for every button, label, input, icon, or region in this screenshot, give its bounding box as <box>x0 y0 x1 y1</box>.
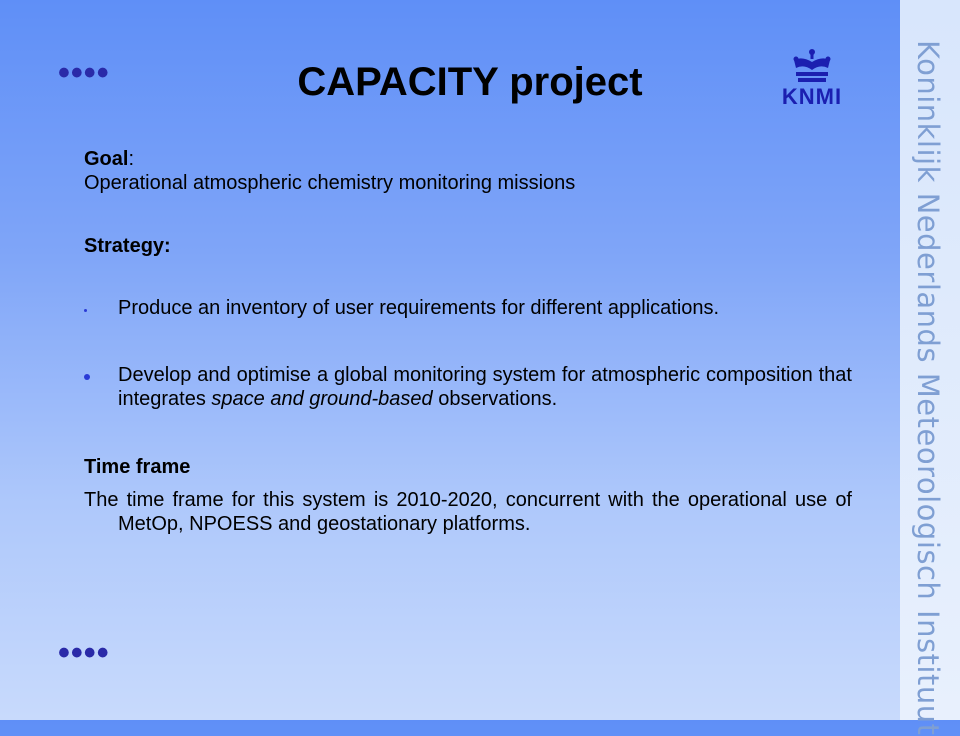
time-frame-label: Time frame <box>84 455 191 478</box>
time-frame-text: The time frame for this system is 2010-2020, concurrent with the operational use of MetOp, NPOESS and geostationary platforms. <box>84 489 852 535</box>
bullet-icon <box>84 309 87 312</box>
bullet-text-a: Develop and optimise a global monitoring system for atmospheric composition that integrates <box>118 364 852 410</box>
slide-content <box>84 148 852 536</box>
list-item <box>84 297 852 321</box>
goal-text: Operational atmospheric chemistry monitoring missions <box>84 171 576 194</box>
decorative-dots-top: •••• <box>58 54 110 92</box>
decorative-dots-bottom: •••• <box>58 634 110 672</box>
goal-colon: : <box>128 148 135 170</box>
bullet-text-b: observations. <box>432 387 558 410</box>
bullet-text-italic: space and ground-based <box>211 387 433 410</box>
bullet-icon <box>84 374 90 380</box>
spacer <box>84 195 852 235</box>
bullet-text: Produce an inventory of user requirements for different applications. <box>118 296 720 319</box>
strategy-list <box>84 297 852 412</box>
knmi-logo-text: KNMI <box>781 84 843 109</box>
slide-title: CAPACITY project <box>297 60 643 104</box>
goal-label: Goal <box>84 148 129 170</box>
side-label: Koninklijk Nederlands Meteorologisch Instituut <box>911 40 945 736</box>
goal-heading <box>84 148 852 172</box>
strategy-label: Strategy: <box>84 235 171 258</box>
list-item <box>84 364 852 411</box>
